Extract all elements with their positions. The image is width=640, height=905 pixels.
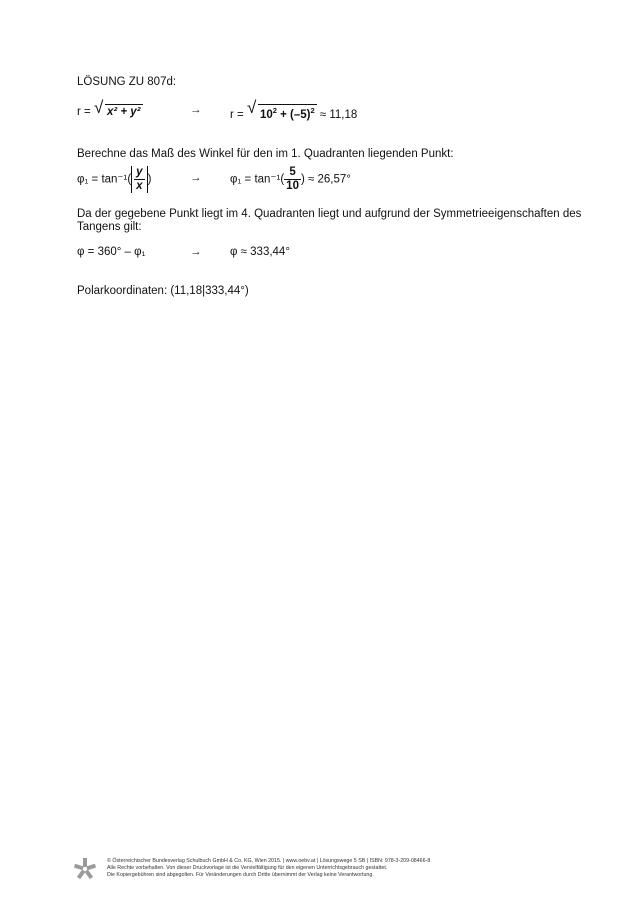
radicand-term: 10 [259,109,273,121]
footer-copyright: © Österreichischer Bundesverlag Schulbuch GmbH & Co. KG, Wien 2015. | www.oebv.at | Lösungswege 5 SB | ISBN: 978-3-209-08466-8 [107,858,431,864]
fraction-denominator: 10 [286,180,299,192]
angle-instruction: Berechne das Maß des Winkel für den im 1. Quadranten liegenden Punkt: [77,148,454,160]
angle-formula [77,166,151,193]
radicand: x² + y² [106,106,141,118]
radius-formula-prefix: r = [77,106,91,118]
footer-disclaimer: Die Kopiergebühren sind abgegolten. Für Veränderungen durch Dritte übernimmt der Verlag keine Verantwortung. [107,872,374,878]
publisher-logo [73,857,97,881]
sqrt-expression: √ $10^2 + (-5)^2$ [246,98,315,121]
fraction [134,166,144,193]
angle-calculation [230,166,351,193]
final-angle-result: φ ≈ 333,44° [230,246,290,258]
fraction [284,166,301,193]
arrow-icon: → [190,104,202,116]
radicand-term: (–5) [290,109,311,121]
symmetry-explanation: Da der gegebene Punkt liegt im 4. Quadranten liegt und aufgrund der Symmetrieeigenschaften des [77,208,582,220]
fraction-numerator: y [136,166,143,178]
angle-formula-prefix: φ₁ = tan⁻¹( [77,173,132,186]
fraction-numerator: 5 [284,166,301,180]
absolute-value [131,166,147,193]
symmetry-explanation: Tangens gilt: [77,221,142,233]
angle-formula-suffix: ) [147,173,152,186]
arrow-icon: → [190,246,202,258]
solution-heading: LÖSUNG ZU 807d: [77,76,177,88]
sqrt-expression: √ x² + y² [93,98,141,118]
final-angle-formula: φ = 360° – φ₁ [77,246,146,258]
radius-result: ≈ 11,18 [319,109,358,121]
arrow-icon: → [190,172,202,184]
radius-calc-prefix: r = [230,109,244,121]
radius-formula [77,98,143,118]
angle-calc-prefix: φ₁ = tan⁻¹( [230,173,285,186]
polar-coordinates-result: Polarkoordinaten: (11,18|333,44°) [77,285,249,297]
angle-result: ) ≈ 26,57° [300,173,351,186]
fraction-denominator: x [136,180,143,192]
footer-rights: Alle Rechte vorbehalten. Von dieser Druckvorlage ist die Vervielfältigung für den eigenen Unterrichtsgebrauch gestattet. [107,865,388,871]
radius-calculation [230,98,358,121]
